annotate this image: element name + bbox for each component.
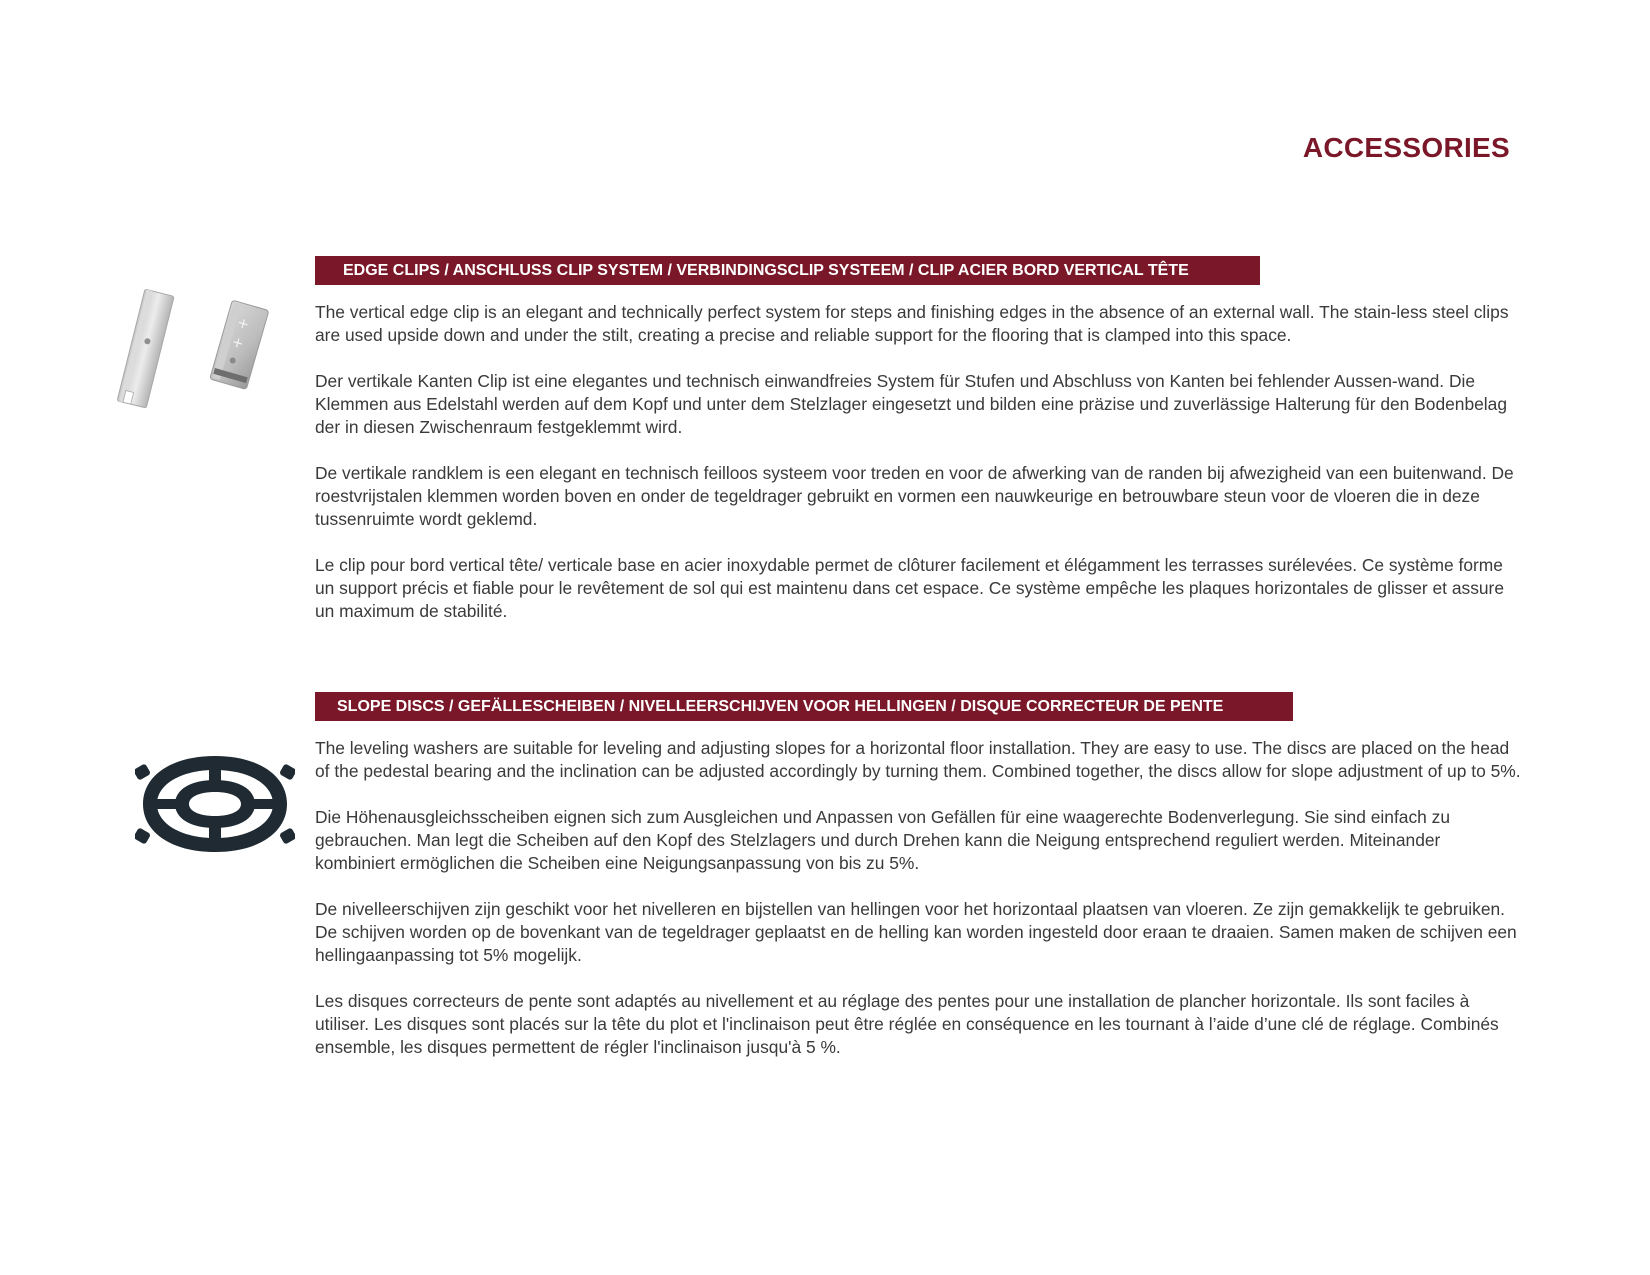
paragraph-en: The vertical edge clip is an elegant and technically perfect system for steps and finishing edges in the absence of an external wall. The stain-less steel clips are used upside down and under the stilt, creating a precise and reliable support for the flooring that is clamped into this space. <box>315 302 1509 345</box>
paragraph-nl: De nivelleerschijven zijn geschikt voor het nivelleren en bijstellen van hellingen voor het horizontaal plaatsen van vloeren. Ze zijn gemakkelijk te gebruiken. De schijven worden op de bovenkant van de tegeldrager geplaatst en de helling kan worden ingesteld door eraan te draaien. Samen maken de schijven een hellingaanpassing tot 5% mogelijk. <box>315 899 1517 965</box>
paragraph-de: Die Höhenausgleichsscheiben eignen sich zum Ausgleichen und Anpassen von Gefällen für eine waagerechte Bodenverlegung. Sie sind einfach zu gebrauchen. Man legt die Scheiben auf den Kopf des Stelzlagers und durch Drehen kann die Neigung entsprechend reguliert werden. Miteinander kombiniert ermöglichen die Scheiben eine Neigungsanpassung von bis zu 5%. <box>315 807 1451 873</box>
svg-text:+: + <box>229 333 246 353</box>
page-title: ACCESSORIES <box>1302 132 1510 163</box>
paragraph-nl: De vertikale randklem is een elegant en technisch feilloos systeem voor treden en voor de afwerking van de randen bij afwezigheid van een buitenwand. De roestvrijstalen klemmen worden boven en onder de tegeldrager gebruikt en vormen een nauwkeurige en betrouwbare steun voor de vloeren die in deze tussenruimte wordt geklemd. <box>315 463 1514 529</box>
paragraph-en: The leveling washers are suitable for leveling and adjusting slopes for a horizontal floor installation. They are easy to use. The discs are placed on the head of the pedestal bearing and the inclination can be adjusted accordingly by turning them. Combined together, the discs allow for slope adjustment of up to 5%. <box>315 738 1521 781</box>
edge-clips-photo <box>100 286 280 416</box>
slope-disc-photo <box>135 752 295 856</box>
paragraph-de: Der vertikale Kanten Clip ist eine elegantes und technisch einwandfreies System für Stufen und Abschluss von Kanten bei fehlender Aussen-wand. Die Klemmen aus Edelstahl werden auf dem Kopf und unter dem Stelzlager eingesetzt und bilden eine präzise und zuverlässige Halterung für den Bodenbelag der in diesen Zwischenraum festgeklemmt wird. <box>315 371 1508 437</box>
paragraph-fr: Les disques correcteurs de pente sont adaptés au nivellement et au réglage des pentes pour une installation de plancher horizontale. Ils sont faciles à utiliser. Les disques sont placés sur la tête du plot et l'inclinaison peut être réglée en conséquence en les tournant à l’aide d’une clé de réglage. Combinés ensemble, les disques permettent de régler l'inclinaison jusqu'à 5 %. <box>315 991 1499 1057</box>
slope-discs-description <box>315 737 1525 1082</box>
edge-clips-description <box>315 301 1525 646</box>
paragraph-fr: Le clip pour bord vertical tête/ verticale base en acier inoxydable permet de clôturer facilement et élégamment les terrasses surélevées. Ce système forme un support précis et fiable pour le revêtement de sol qui est maintenu dans cet espace. Ce système empêche les plaques horizontales de glisser et assure un maximum de stabilité. <box>315 555 1505 621</box>
section-header-slope-discs: SLOPE DISCS / GEFÄLLESCHEIBEN / NIVELLEERSCHIJVEN VOOR HELLINGEN / DISQUE CORRECTEUR DE PENTE <box>315 692 1293 721</box>
section-header-edge-clips: EDGE CLIPS / ANSCHLUSS CLIP SYSTEM / VERBINDINGSCLIP SYSTEEM / CLIP ACIER BORD VERTICAL TÊTE <box>315 256 1260 285</box>
svg-text:+: + <box>235 314 252 334</box>
